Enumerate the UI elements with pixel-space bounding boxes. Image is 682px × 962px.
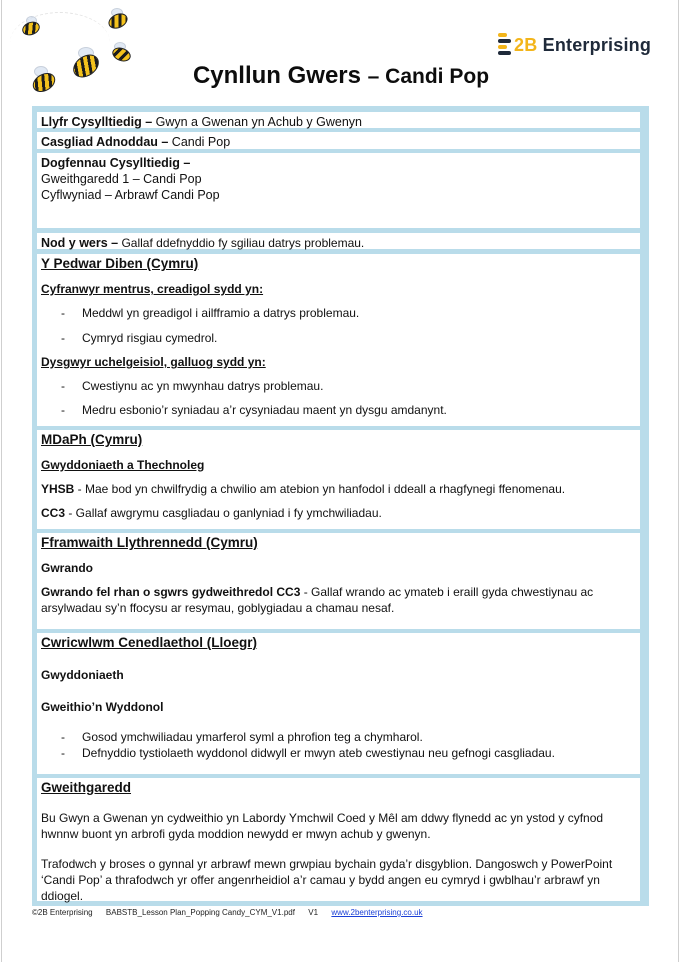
row-activity <box>37 778 640 901</box>
document-item: Cyflwyniad – Arbrawf Candi Pop <box>41 188 220 202</box>
page-footer: ©2B Enterprising BABSTB_Lesson Plan_Popping Candy_CYM_V1.pdf V1 www.2benterprising.co.uk <box>32 908 423 917</box>
section-subheading: Cyfranwyr mentrus, creadigol sydd yn: <box>41 282 264 296</box>
activity-paragraph: Bu Gwyn a Gwenan yn cydweithio yn Labordy Ymchwil Coed y Mêl am ddwy flynedd ac yn ystod y cyfnod hwnnw buont yn arbrofi gyda moddion newydd er mwyn achub y gwenyn. <box>41 811 604 841</box>
section-heading: Fframwaith Llythrennedd (Cymru) <box>41 535 258 550</box>
section-heading: MDaPh (Cymru) <box>41 432 143 447</box>
section-subheading: Dysgwyr uchelgeisiol, galluog sydd yn: <box>41 355 266 369</box>
brand-logo <box>498 30 651 60</box>
lesson-plan-table <box>32 106 649 906</box>
list-item: - Defnyddio tystiolaeth wyddonol didwyll er mwyn ateb cwestiynau neu gefnogi casgliadau. <box>41 745 636 761</box>
document-item: Gweithgaredd 1 – Candi Pop <box>41 172 202 186</box>
row-literacy-framework <box>37 533 640 629</box>
footer-website-link[interactable]: www.2benterprising.co.uk <box>331 908 423 917</box>
page-edge-left <box>1 0 2 962</box>
row-related-book: Llyfr Cysylltiedig – Gwyn a Gwenan yn Achub y Gwenyn <box>37 112 640 128</box>
row-national-curriculum <box>37 633 640 774</box>
section-heading: Cwricwlwm Cenedlaethol (Lloegr) <box>41 635 258 650</box>
list-item: - Gosod ymchwiliadau ymarferol syml a phrofion teg a chymharol. <box>41 729 636 745</box>
list-item: - Medru esbonio’r syniadau a’r cysyniadau maent yn dysgu amdanynt. <box>41 402 636 418</box>
title-sub: – Candi Pop <box>367 65 490 88</box>
section-subheading: Gweithio’n Wyddonol <box>41 700 164 714</box>
statement-line: YHSB - Mae bod yn chwilfrydig a chwilio am atebion yn hanfodol i ddeall a rhagfynegi ffenomenau. <box>41 482 566 496</box>
row-lesson-aim: Nod y wers – Gallaf ddefnyddio fy sgiliau datrys problemau. <box>37 233 640 249</box>
section-subheading: Gwyddoniaeth a Thechnoleg <box>41 458 205 472</box>
section-heading: Gweithgaredd <box>41 780 132 795</box>
section-subheading: Gwrando <box>41 561 94 575</box>
row-related-documents: Dogfennau Cysylltiedig – Gweithgaredd 1 – Candi Pop Cyflwyniad – Arbrawf Candi Pop <box>37 153 640 228</box>
activity-paragraph: Trafodwch y broses o gynnal yr arbrawf mewn grwpiau bychain gyda’r disgyblion. Dangoswch y PowerPoint ‘Candi Pop’ a thrafodwch yr offer angenrheidiol a’r camau y bydd angen eu cymryd i gwblhau’r arbrawf yn ddiogel. <box>41 857 613 903</box>
list-item: - Cwestiynu ac yn mwynhau datrys problemau. <box>41 378 636 394</box>
row-mdaph <box>37 430 640 529</box>
title-main: Cynllun Gwers <box>192 62 361 89</box>
page-title <box>0 62 682 90</box>
statement-line: Gwrando fel rhan o sgwrs gydweithredol CC3 - Gallaf wrando ac ymateb i eraill gyda chwestiynau ac arsylwadau sy’n ffocysu ar resymau, goblygiadau a chamau nesaf. <box>41 585 594 615</box>
section-heading: Y Pedwar Diben (Cymru) <box>41 256 199 271</box>
section-subheading: Gwyddoniaeth <box>41 668 124 682</box>
list-item: - Meddwl yn greadigol i ailfframio a datrys problemau. <box>41 305 636 321</box>
page-edge-right <box>678 0 679 962</box>
row-four-purposes <box>37 254 640 426</box>
logo-text: 2B Enterprising <box>514 34 652 55</box>
logo-mark-icon <box>498 33 511 57</box>
list-item: - Cymryd risgiau cymedrol. <box>41 330 636 346</box>
row-resource-collection: Casgliad Adnoddau – Candi Pop <box>37 132 640 149</box>
statement-line: CC3 - Gallaf awgrymu casgliadau o ganlyniad i fy ymchwiliadau. <box>41 506 382 520</box>
